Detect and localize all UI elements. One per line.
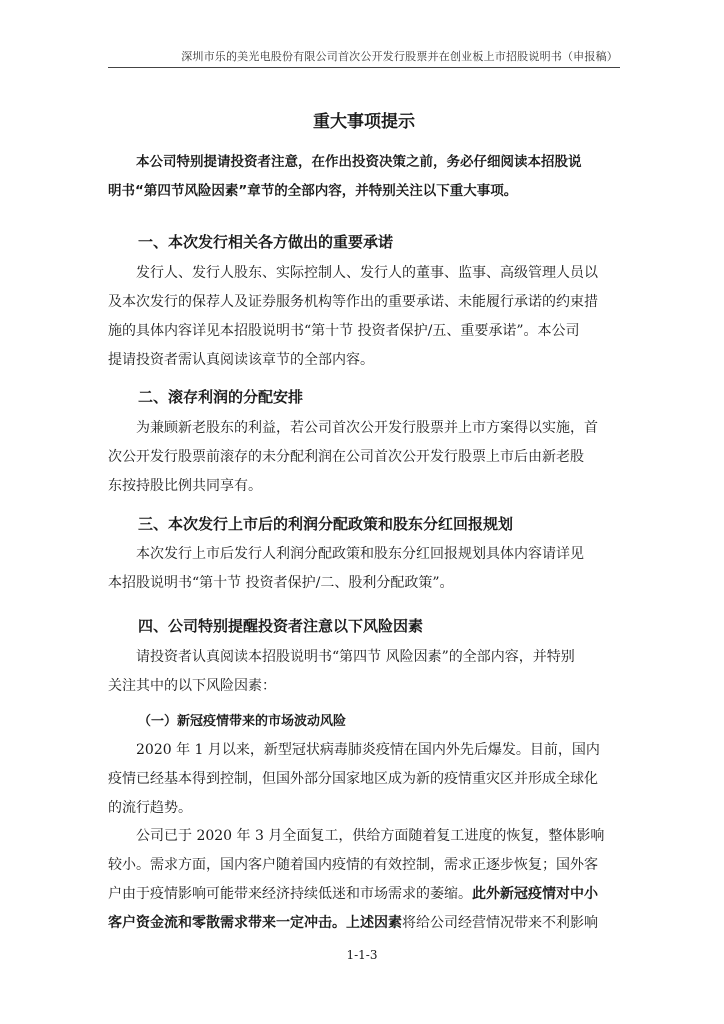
paragraph-line: 较小。需求方面，国内客户随着国内疫情的有效控制，需求正逐步恢复；国外客 [108, 857, 598, 873]
paragraph-line: 关注其中的以下风险因素： [108, 678, 276, 694]
paragraph-text: 户由于疫情影响可能带来经济持续低迷和市场需求的萎缩。 [108, 886, 472, 902]
paragraph-line: 公司已于 2020 年 3 月全面复工，供给方面随着复工进度的恢复，整体影响 [136, 828, 605, 844]
paragraph-line: 本次发行上市后发行人利润分配政策和股东分红回报规划具体内容请详见 [136, 546, 584, 562]
paragraph-line: 本招股说明书“第十节 投资者保护/二、股利分配政策”。 [108, 575, 454, 591]
paragraph-line: 次公开发行股票前滚存的未分配利润在公司首次公开发行股票上市后由新老股 [108, 449, 584, 465]
section-heading-dividend-policy: 三、本次发行上市后的利润分配政策和股东分红回报规划 [138, 515, 514, 533]
paragraph-line: 施的具体内容详见本招股说明书“第十节 投资者保护/五、重要承诺”。本公司 [108, 323, 580, 339]
emphasis-text: 客户资金流和零散需求带来一定冲击。上述因素 [108, 915, 402, 931]
emphasis-text: 此外新冠疫情对中小 [472, 886, 598, 902]
page-number: 1-1-3 [346, 948, 378, 962]
page-title: 重大事项提示 [313, 112, 415, 132]
paragraph-line: 及本次发行的保荐人及证券服务机构等作出的重要承诺、未能履行承诺的约束措 [108, 294, 598, 310]
paragraph-line [108, 909, 620, 938]
running-header: 深圳市乐的美光电股份有限公司首次公开发行股票并在创业板上市招股说明书（申报稿） [181, 50, 618, 63]
subsection-heading-covid-risk: （一）新冠疫情带来的市场波动风险 [138, 714, 347, 729]
section-heading-retained-profit: 二、滚存利润的分配安排 [138, 388, 304, 406]
section-paragraph-risk-factors [108, 643, 620, 701]
section-heading-commitments: 一、本次发行相关各方做出的重要承诺 [138, 233, 394, 251]
paragraph-line: 2020 年 1 月以来，新型冠状病毒肺炎疫情在国内外先后爆发。目前，国内 [136, 742, 600, 758]
paragraph-line [108, 880, 620, 909]
section-paragraph-retained-profit [108, 414, 620, 501]
header-divider [108, 67, 620, 68]
paragraph-line: 请投资者认真阅读本招股说明书“第四节 风险因素”的全部内容，并特别 [136, 649, 575, 665]
subsection-paragraph-2 [108, 822, 620, 938]
subsection-paragraph-1 [108, 736, 620, 823]
section-paragraph-commitments [108, 259, 620, 375]
section-heading-risk-factors: 四、公司特别提醒投资者注意以下风险因素 [138, 617, 424, 635]
section-paragraph-dividend-policy [108, 540, 620, 598]
intro-line: 本公司特别提请投资者注意，在作出投资决策之前，务必仔细阅读本招股说 [136, 154, 582, 170]
paragraph-line: 疫情已经基本得到控制，但国外部分国家地区成为新的疫情重灾区并形成全球化 [108, 771, 598, 787]
paragraph-line: 的流行趋势。 [108, 800, 192, 816]
paragraph-line: 为兼顾新老股东的利益，若公司首次公开发行股票并上市方案得以实施，首 [136, 420, 598, 436]
paragraph-line: 发行人、发行人股东、实际控制人、发行人的董事、监事、高级管理人员以 [136, 265, 598, 281]
intro-paragraph [108, 148, 620, 206]
paragraph-line: 提请投资者需认真阅读该章节的全部内容。 [108, 352, 374, 368]
intro-line: 明书“第四节风险因素”章节的全部内容，并特别关注以下重大事项。 [108, 183, 518, 199]
paragraph-line: 东按持股比例共同享有。 [108, 478, 262, 494]
paragraph-text: 将给公司经营情况带来不利影响 [402, 915, 598, 931]
